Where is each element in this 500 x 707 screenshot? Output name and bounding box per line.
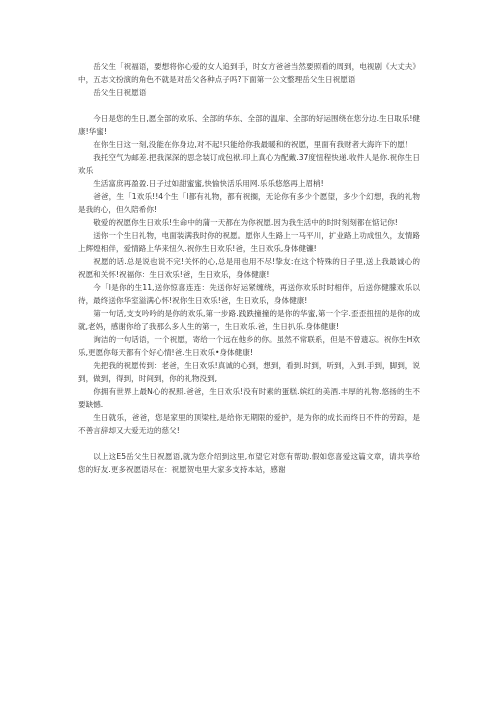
wish-paragraph: 祝愿的话.总是说也说不完!关怀的心,总是用也用不尽!挚友:在这个特殊的日子里,送上我最诚心的祝愿和关怀!祝福你：生日欢乐!爸，生日欢乐，身体健康! [78, 257, 420, 279]
paragraph-gap [78, 437, 420, 450]
wish-paragraph: 先把我的祝愿传到：老爸，生日欢乐!真诚的心到，想到，看到.时到，听到，入到.手到，脚到，说到，做到，得到，时间到，你的礼物没到, [78, 361, 420, 383]
wish-paragraph: 你拥有世界上最N心的祝照.爸爸，生日欢乐!没有时素的蛋糕.嫔红的美酒.丰厚的礼物.悠扬的生不要缺憾. [78, 387, 420, 409]
wish-paragraph: 生日就乐，爸爸，您是家里的顶梁柱,是给你无期限的爱护，是为你的成长而终日不件的劳踪，是不善言辞却又大爱无边的慈父! [78, 413, 420, 435]
wish-paragraph: 送你一个生日礼物，电面装满我时你的祝愿。愿你人生路上一马平川，扩业路上功成忸久，友情路上辉煌相伴，爱情路上华来忸久.祝你生日欢乐!爸，生日欢乐,身体健镰! [78, 231, 420, 253]
wish-paragraph: 今日是您的生日,愿全部的欢乐、全部的华东、全部的温扉、全部的好运围绕在您分边.生日取乐!健康!华蜜! [78, 114, 420, 136]
wish-paragraph: 我托空气为邮差.把我深深的思念装订成包袱.印上真心为配戴.37度忸程快递.收件人是你.祝你生日欢乐 [78, 153, 420, 175]
wish-paragraph: 生活富庶再盈盈.日子过如甜蜜蜜,快愉快活乐用网.乐乐悠悠再上眉梢! [93, 179, 324, 188]
outro-paragraph: 以上这E5岳父生日祝愿语,就为您介绍到这里,布望它对您有帮助.假如您喜爱这篇文章，请共享给您的好友.更多祝愿语尽在：祝愿贺电里大家多支持本站，感谢 [78, 452, 420, 474]
intro-paragraph: 岳父生「祝福语，要想将你心爱的女人追到手，时女方爸爸当然要照看的周到，电视剧《大丈夫》中，五志文扮演的角色不就是对岳父各种点子吗?下面第一公文整理岳父生日祝愿语 [78, 62, 420, 84]
wish-paragraph: 今「l是你的生11,送你惊喜连连：先送你好运紧缠绕，再送你欢乐时时相伴，后送你健朦欢乐以待，最终送你华室溢满心怀!祝你生日欢乐!爸，生日欢乐，身体健康! [78, 283, 420, 305]
wish-paragraph: 询洁的一句话语，一个祝愿，寄给一个远在他乡的你。虽然不常联系，但是不曾遗忘。祝你生H欢乐,更愿你每天都有个好心情!爸.生日欢乐•身体健康! [78, 335, 420, 357]
paragraph-gap [78, 99, 420, 112]
wish-paragraph: 爸爸，生「1欢乐!!4个生「l都有礼物，都有祝搁，无论你有多少个愿望，多少个幻想，我的礼物是我的心，但久陪希你! [78, 192, 420, 214]
document-page [78, 60, 420, 476]
wish-paragraph: 第一句话,支支吟吟的是你的欢乐,第一步路.践跌撞撞的是你的华蜜,第一个字.歪歪扭扭的是你的成就,老妈，感谢你给了我那么多人生的第一，生日欢乐.爸，生日扒乐.身体健康! [78, 309, 420, 331]
section-heading: 岳父生日祝愿语 [93, 88, 147, 97]
wish-paragraph: 敬爱的祝愿你生日欢乐!生命中的蒲一天都在为你祝愿.因为我生活中的时时刻刻都在惦记你! [93, 218, 398, 227]
wish-paragraph: 在你生日这一刻,没能在你身边,对不起!只能给你我最暖和的祝愿，里面有我财者大海许下的愿！ [93, 140, 413, 149]
